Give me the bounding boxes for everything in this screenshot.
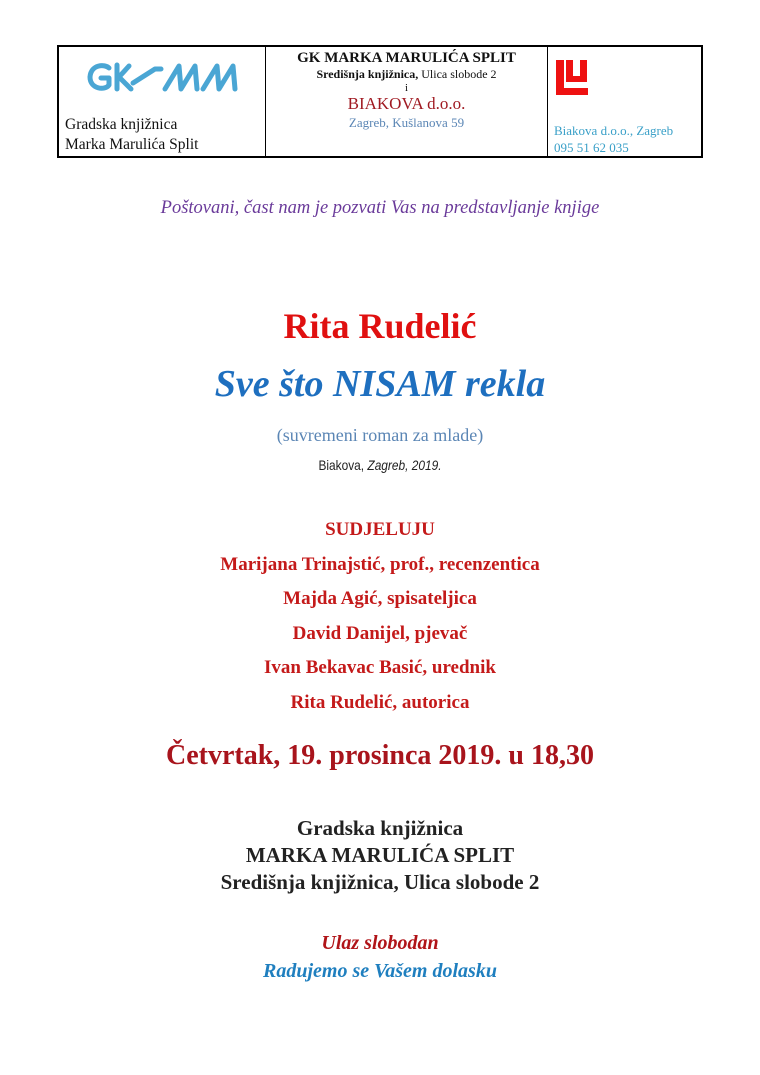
book-subtitle: (suvremeni roman za mlade) <box>276 425 484 445</box>
biakova-logo-icon <box>554 56 592 98</box>
participant-item: Marijana Trinajstić, prof., recenzentica <box>220 553 540 575</box>
library-address <box>266 67 547 82</box>
venue-line: Gradska knjižnica <box>296 816 464 840</box>
publisher-logo-cell <box>548 47 701 156</box>
participant-item: Rita Rudelić, autorica <box>290 691 470 713</box>
participant-item: Majda Agić, spisateljica <box>283 588 477 609</box>
organizers-cell <box>266 47 548 156</box>
participants-list <box>0 513 760 720</box>
library-name <box>65 115 198 155</box>
participant-item: Ivan Bekavac Basić, urednik <box>264 657 496 678</box>
library-branch: Središnja knjižnica, <box>316 67 419 81</box>
header-table <box>57 45 703 158</box>
publisher-contact-name: Biakova d.o.o., Zagreb <box>554 123 674 138</box>
publisher-contact <box>554 122 673 156</box>
venue-line: MARKA MARULIĆA SPLIT <box>245 843 515 867</box>
publication-info <box>57 457 703 473</box>
participant-item: David Danijel, pjevač <box>292 622 468 644</box>
book-title: Sve što NISAM rekla <box>214 363 546 405</box>
welcome-note: Radujemo se Vašem dolasku <box>263 960 497 982</box>
participants-heading: SUDJELUJU <box>325 519 435 540</box>
entry-note: Ulaz slobodan <box>321 932 439 954</box>
conjunction: i <box>404 82 409 94</box>
library-street: Ulica slobode 2 <box>418 67 497 81</box>
publication-place-year: Zagreb, 2019. <box>367 457 442 473</box>
publication-publisher: Biakova, <box>318 457 368 473</box>
event-datetime: Četvrtak, 19. prosinca 2019. u 18,30 <box>165 740 595 771</box>
event-venue <box>0 815 760 896</box>
publisher-name: BIAKOVA d.o.o. <box>347 94 466 113</box>
library-name-line2: Marka Marulića Split <box>65 136 199 153</box>
library-name-line1: Gradska knjižnica <box>65 116 178 133</box>
library-title: GK MARKA MARULIĆA SPLIT <box>297 50 516 66</box>
venue-line: Središnja knjižnica, Ulica slobode 2 <box>220 870 540 894</box>
library-logo-cell <box>59 47 266 156</box>
gkmm-logo-icon <box>85 61 245 93</box>
publisher-address: Zagreb, Kušlanova 59 <box>348 115 465 130</box>
publisher-phone: 095 51 62 035 <box>554 140 629 155</box>
invitation-intro: Poštovani, čast nam je pozvati Vas na predstavljanje knjige <box>160 198 600 218</box>
book-author: Rita Rudelić <box>283 306 477 346</box>
